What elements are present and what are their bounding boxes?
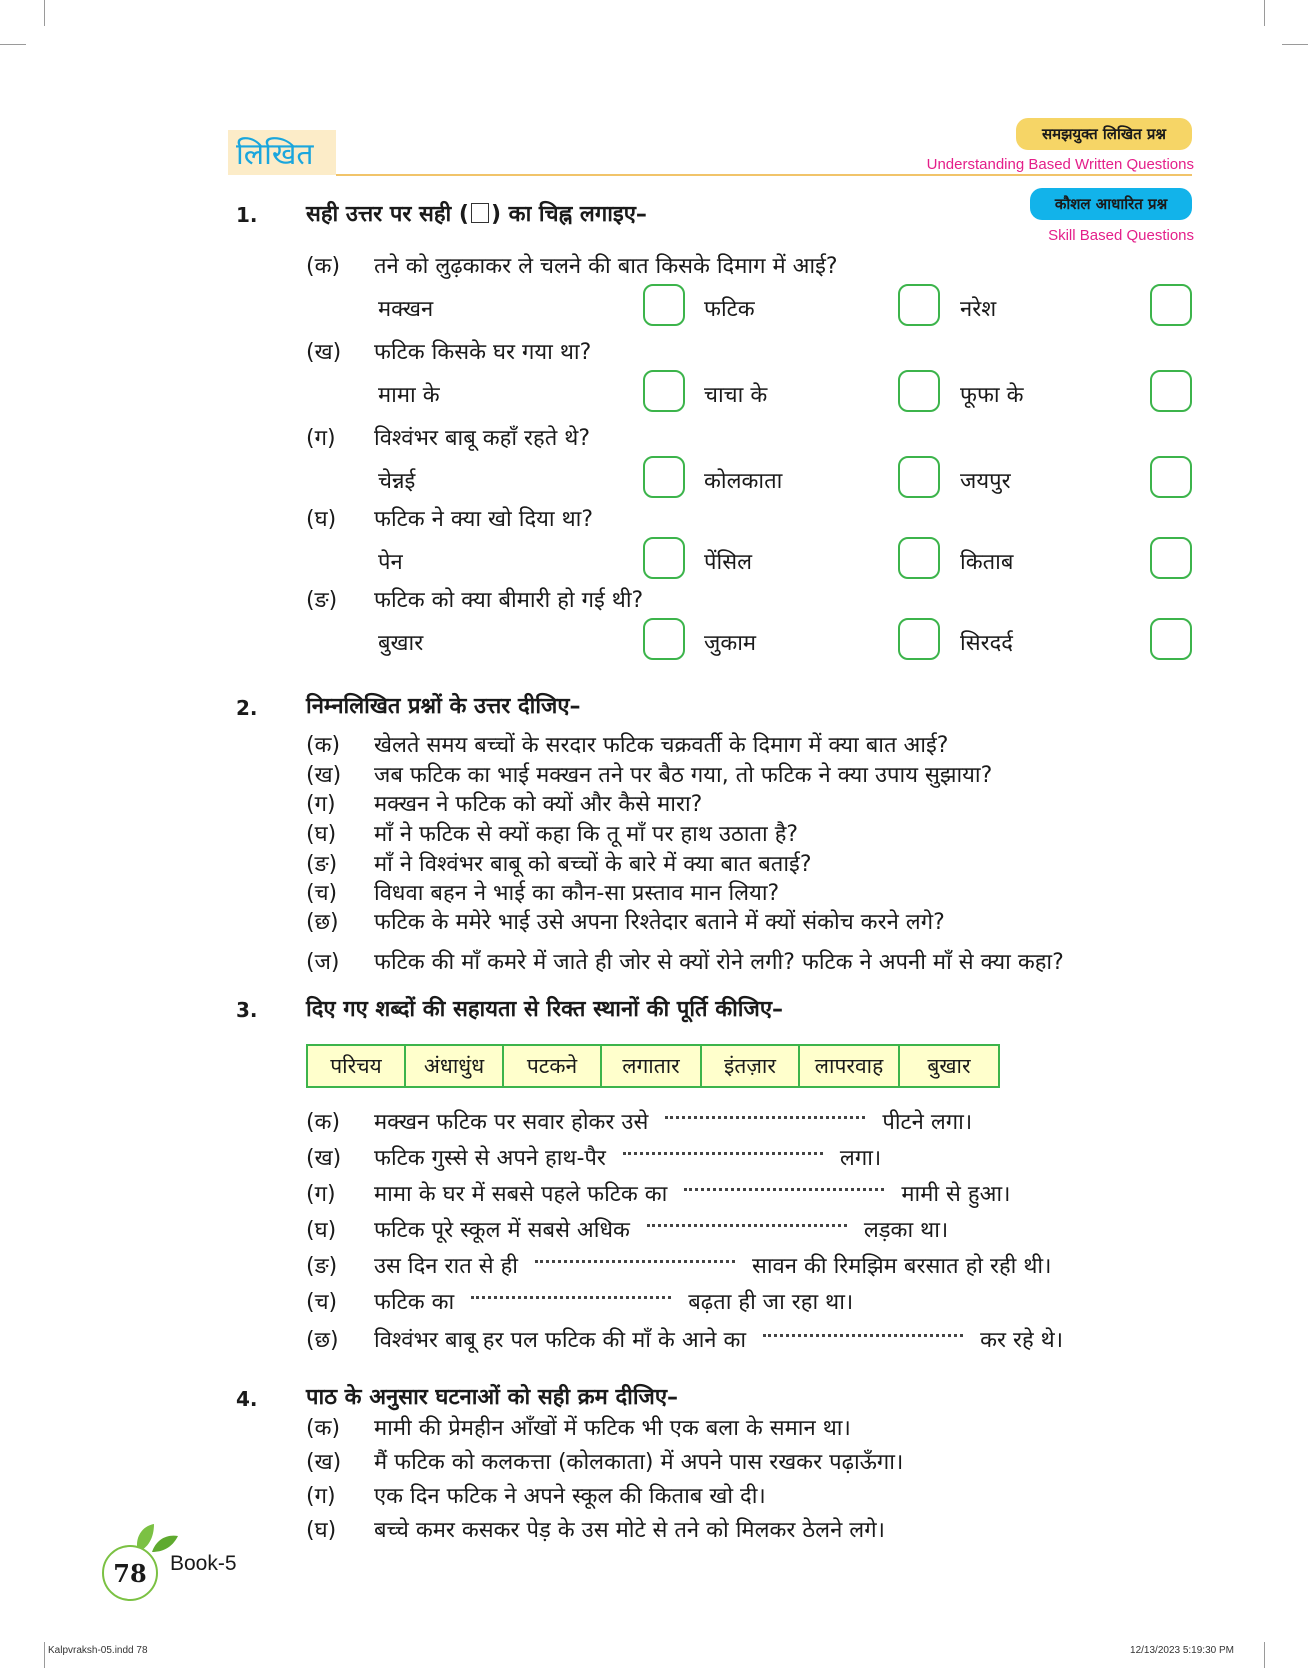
- question-label: (ग): [306, 426, 336, 451]
- q4-item: [306, 1412, 851, 1442]
- option-text: सिरदर्द: [960, 631, 1013, 656]
- word-cell: पटकने: [504, 1046, 602, 1086]
- q1-question: [306, 584, 643, 614]
- understanding-caption: Understanding Based Written Questions: [926, 156, 1194, 173]
- question-text: फटिक को क्या बीमारी हो गई थी?: [374, 588, 644, 613]
- q4-item: [306, 1480, 766, 1510]
- q1-title: [306, 198, 647, 228]
- answer-checkbox[interactable]: [1150, 537, 1192, 579]
- question-text: जब फटिक का भाई मक्खन तने पर बैठ गया, तो फटिक ने क्या उपाय सुझाया?: [374, 763, 993, 788]
- fill-blank-item: [306, 1286, 853, 1316]
- question-text: विश्वंभर बाबू कहाँ रहते थे?: [374, 426, 591, 451]
- q2-item: [306, 818, 798, 848]
- event-text: बच्चे कमर कसकर पेड़ के उस मोटे से तने को मिलकर ठेलने लगे।: [374, 1518, 885, 1543]
- answer-checkbox[interactable]: [898, 370, 940, 412]
- question-label: (छ): [306, 1328, 339, 1353]
- sentence-after: लगा।: [839, 1146, 882, 1171]
- word-cell: लगातार: [602, 1046, 702, 1086]
- question-label: (घ): [306, 1218, 337, 1243]
- option-text: चेन्नई: [378, 469, 416, 494]
- question-label: (ङ): [306, 852, 338, 877]
- word-cell: परिचय: [308, 1046, 406, 1086]
- option-text: पेंसिल: [704, 550, 752, 575]
- option-text: फूफा के: [960, 383, 1024, 408]
- question-label: (ग): [306, 792, 336, 817]
- q2-item: [306, 877, 779, 907]
- q4-item: [306, 1514, 885, 1544]
- answer-checkbox[interactable]: [643, 456, 685, 498]
- option-text: मामा के: [378, 383, 440, 408]
- option-text: कोलकाता: [704, 469, 783, 494]
- event-text: मैं फटिक को कलकत्ता (कोलकाता) में अपने पास रखकर पढ़ाऊँगा।: [374, 1450, 904, 1475]
- sentence-before: फटिक पूरे स्कूल में सबसे अधिक: [374, 1218, 630, 1243]
- option-text: नरेश: [960, 297, 997, 322]
- question-label: (घ): [306, 1518, 337, 1543]
- question-text: माँ ने विश्वंभर बाबू को बच्चों के बारे में क्या बात बताई?: [374, 852, 812, 877]
- understanding-badge: समझयुक्त लिखित प्रश्न: [1016, 118, 1192, 150]
- skill-badge: कौशल आधारित प्रश्न: [1030, 188, 1192, 220]
- question-text: मक्खन ने फटिक को क्यों और कैसे मारा?: [374, 792, 703, 817]
- question-label: (ख): [306, 763, 342, 788]
- event-text: एक दिन फटिक ने अपने स्कूल की किताब खो दी।: [374, 1484, 766, 1509]
- sentence-after: बढ़ता ही जा रहा था।: [688, 1290, 854, 1315]
- question-text: फटिक ने क्या खो दिया था?: [374, 507, 594, 532]
- question-text: खेलते समय बच्चों के सरदार फटिक चक्रवर्ती के दिमाग में क्या बात आई?: [374, 733, 949, 758]
- question-text: विधवा बहन ने भाई का कौन-सा प्रस्ताव मान लिया?: [374, 881, 780, 906]
- answer-checkbox[interactable]: [643, 284, 685, 326]
- q1-question: [306, 250, 838, 280]
- blank-line[interactable]: [684, 1188, 884, 1191]
- sentence-after: पीटने लगा।: [882, 1110, 973, 1135]
- word-box: [306, 1044, 1000, 1088]
- q4-title: पाठ के अनुसार घटनाओं को सही क्रम दीजिए–: [306, 1385, 679, 1410]
- answer-checkbox[interactable]: [898, 284, 940, 326]
- blank-line[interactable]: [535, 1260, 735, 1263]
- answer-checkbox[interactable]: [1150, 618, 1192, 660]
- q3-title: दिए गए शब्दों की सहायता से रिक्त स्थानों की पूर्ति कीजिए–: [306, 997, 783, 1022]
- sentence-before: फटिक गुस्से से अपने हाथ-पैर: [374, 1146, 606, 1171]
- blank-line[interactable]: [471, 1296, 671, 1299]
- question-label: (ग): [306, 1484, 336, 1509]
- sentence-before: फटिक का: [374, 1290, 455, 1315]
- question-label: (क): [306, 1110, 341, 1135]
- question-label: (ज): [306, 950, 340, 975]
- sentence-after: लड़का था।: [863, 1218, 949, 1243]
- sentence-before: उस दिन रात से ही: [374, 1254, 518, 1279]
- sentence-before: विश्वंभर बाबू हर पल फटिक की माँ के आने का: [374, 1328, 747, 1353]
- question-text: फटिक के ममेरे भाई उसे अपना रिश्तेदार बताने में क्यों संकोच करने लगे?: [374, 910, 945, 935]
- fill-blank-item: [306, 1178, 1010, 1208]
- q4-number: 4.: [236, 1387, 258, 1411]
- q2-title: निम्नलिखित प्रश्नों के उत्तर दीजिए–: [306, 694, 581, 719]
- fill-blank-item: [306, 1142, 881, 1172]
- fill-blank-item: [306, 1250, 1051, 1280]
- q3-number: 3.: [236, 998, 258, 1022]
- blank-line[interactable]: [647, 1224, 847, 1227]
- question-label: (क): [306, 254, 341, 279]
- skill-caption: Skill Based Questions: [1048, 227, 1194, 244]
- sentence-after: सावन की रिमझिम बरसात हो रही थी।: [751, 1254, 1052, 1279]
- option-text: चाचा के: [704, 383, 768, 408]
- option-text: जयपुर: [960, 469, 1011, 494]
- question-label: (क): [306, 1416, 341, 1441]
- q2-item: [306, 759, 992, 789]
- section-title: लिखित: [228, 130, 336, 175]
- q2-item: [306, 906, 945, 936]
- q2-item: [306, 946, 1064, 976]
- question-label: (ङ): [306, 1254, 338, 1279]
- answer-checkbox[interactable]: [643, 618, 685, 660]
- question-label: (च): [306, 1290, 338, 1315]
- section-underline: [336, 174, 1192, 176]
- answer-checkbox[interactable]: [1150, 456, 1192, 498]
- word-cell: इंतज़ार: [702, 1046, 800, 1086]
- question-label: (ख): [306, 1146, 342, 1171]
- answer-checkbox[interactable]: [1150, 284, 1192, 326]
- q2-item: [306, 788, 702, 818]
- question-text: तने को लुढ़काकर ले चलने की बात किसके दिमाग में आई?: [374, 254, 838, 279]
- answer-checkbox[interactable]: [898, 618, 940, 660]
- event-text: मामी की प्रेमहीन आँखों में फटिक भी एक बला के समान था।: [374, 1416, 851, 1441]
- question-label: (ङ): [306, 588, 338, 613]
- word-cell: अंधाधुंध: [406, 1046, 504, 1086]
- question-label: (ख): [306, 340, 342, 365]
- answer-checkbox[interactable]: [643, 370, 685, 412]
- q4-item: [306, 1446, 903, 1476]
- question-label: (ग): [306, 1182, 336, 1207]
- sentence-after: कर रहे थे।: [980, 1328, 1064, 1353]
- question-text: फटिक किसके घर गया था?: [374, 340, 592, 365]
- fill-blank-item: [306, 1324, 1063, 1354]
- q1-question: [306, 422, 590, 452]
- option-text: किताब: [960, 550, 1014, 575]
- option-text: फटिक: [704, 297, 755, 322]
- answer-checkbox[interactable]: [1150, 370, 1192, 412]
- option-text: पेन: [378, 550, 403, 575]
- page-number: 78: [102, 1545, 158, 1601]
- answer-checkbox[interactable]: [898, 537, 940, 579]
- print-timestamp: 12/13/2023 5:19:30 PM: [1130, 1645, 1234, 1656]
- q2-item: [306, 848, 812, 878]
- word-cell: बुखार: [927, 1054, 971, 1078]
- question-label: (घ): [306, 507, 337, 532]
- q2-item: [306, 729, 948, 759]
- fill-blank-item: [306, 1214, 948, 1244]
- question-label: (ख): [306, 1450, 342, 1475]
- answer-checkbox[interactable]: [898, 456, 940, 498]
- question-label: (छ): [306, 910, 339, 935]
- question-text: फटिक की माँ कमरे में जाते ही जोर से क्यों रोने लगी? फटिक ने अपनी माँ से क्या कहा?: [374, 950, 1064, 975]
- option-text: जुकाम: [704, 631, 757, 656]
- q1-number: 1.: [236, 203, 258, 227]
- option-text: मक्खन: [378, 297, 434, 322]
- blank-line[interactable]: [623, 1152, 823, 1155]
- question-label: (घ): [306, 822, 337, 847]
- sentence-before: मामा के घर में सबसे पहले फटिक का: [374, 1182, 668, 1207]
- q1-title-pre: सही उत्तर पर सही (: [306, 202, 469, 227]
- fill-blank-item: [306, 1106, 972, 1136]
- q1-question: [306, 503, 593, 533]
- file-name: Kalpvraksh-05.indd 78: [48, 1645, 148, 1656]
- answer-checkbox[interactable]: [643, 537, 685, 579]
- sentence-before: मक्खन फटिक पर सवार होकर उसे: [374, 1110, 649, 1135]
- option-text: बुखार: [378, 631, 424, 656]
- question-label: (च): [306, 881, 338, 906]
- q1-title-post: ) का चिह्न लगाइए–: [490, 202, 647, 227]
- blank-line[interactable]: [665, 1116, 865, 1119]
- q2-number: 2.: [236, 696, 258, 720]
- q1-question: [306, 336, 591, 366]
- sentence-after: मामी से हुआ।: [901, 1182, 1011, 1207]
- book-label: Book-5: [170, 1552, 237, 1575]
- blank-line[interactable]: [763, 1334, 963, 1337]
- tick-box-icon: [471, 203, 489, 223]
- question-label: (क): [306, 733, 341, 758]
- question-text: माँ ने फटिक से क्यों कहा कि तू माँ पर हाथ उठाता है?: [374, 822, 799, 847]
- word-cell: लापरवाह: [800, 1046, 900, 1086]
